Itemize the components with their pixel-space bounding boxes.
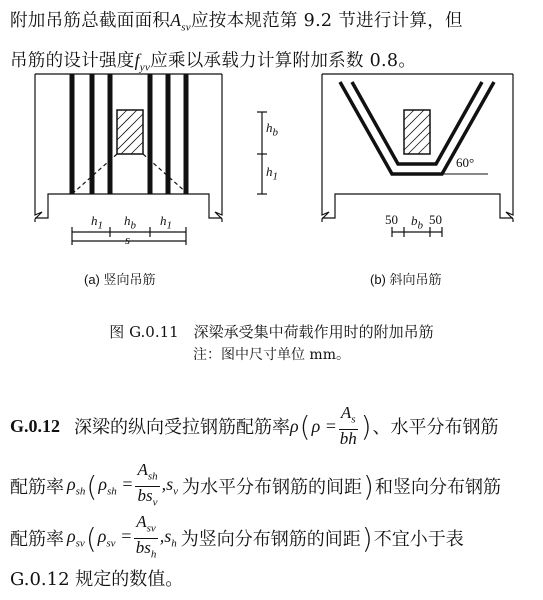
- figure-drawing: [0, 72, 543, 300]
- angle-label: 60°: [456, 155, 475, 170]
- rho-sv-equals: $\rho_{sv}$ =: [97, 526, 133, 550]
- left-caption: (a) 竖向吊筋: [84, 272, 156, 287]
- clause-text: 和竖向分布钢筋: [374, 477, 501, 498]
- label-hb-vertical: $h_b$: [266, 120, 278, 139]
- clause-text: 深梁的纵向受拉钢筋配筋率: [74, 417, 291, 438]
- dim-50-right: 50: [429, 212, 442, 227]
- rho-sh-equals: $\rho_{sh}$ =: [98, 474, 134, 498]
- clause-line-4: [10, 556, 535, 600]
- label-h1-left: $h_1$: [91, 213, 103, 232]
- right-caption: (b) 斜向吊筋: [370, 272, 442, 287]
- fraction-ash-bsv: $\frac{A_{sh}}{bs_v}$: [137, 460, 158, 508]
- clause-text: 不宜小于表: [373, 529, 464, 550]
- label-hb: $h_b$: [124, 213, 136, 232]
- clause-number: G.0.12: [10, 415, 61, 436]
- clause-line-2: [10, 460, 535, 508]
- intro-line-1: [10, 4, 535, 44]
- asv-subscript: sv: [181, 21, 191, 34]
- label-s: s: [125, 232, 131, 247]
- rho-sh-symbol: $\rho_{sh}$: [67, 474, 86, 498]
- paren-close: ): [361, 521, 373, 555]
- sv-symbol: $,s_v$: [161, 474, 179, 498]
- intro-text: 应按本规范第 9.2 节进行计算，但: [190, 11, 463, 31]
- clause-text: 、水平分布钢筋: [372, 417, 499, 438]
- fraction-as-bh: $\frac{A_s}{bh}$: [339, 403, 357, 448]
- paren-open: (: [85, 521, 97, 555]
- clause-text: G.0.12 规定的数值。: [10, 569, 184, 590]
- rho-sv-symbol: $\rho_{sv}$: [67, 526, 85, 550]
- label-h1-right: $h_1$: [160, 213, 172, 232]
- intro-text: 吊筋的设计强度: [10, 50, 135, 71]
- paren-close: ): [363, 469, 374, 503]
- dim-50-left: 50: [385, 212, 398, 227]
- label-h1-vertical: $h_1$: [266, 164, 278, 183]
- label-bb: $b_b$: [411, 213, 423, 232]
- figure-note: 注：图中尺寸单位 mm。: [192, 347, 350, 363]
- paren-close: ): [360, 409, 372, 443]
- left-beam-diagram: [35, 74, 267, 245]
- clause-text: 配筋率: [10, 529, 64, 550]
- rho-equals: ρ =: [311, 415, 337, 436]
- clause-text: 为竖向分布钢筋的间距: [180, 529, 361, 550]
- clause-line-1: [10, 404, 535, 448]
- fyv-subscript: yv: [139, 61, 151, 73]
- figure-area: [0, 72, 543, 300]
- figure-title: 图 G.0.11 深梁承受集中荷载作用时的附加吊筋: [109, 323, 434, 341]
- paren-open: (: [299, 409, 311, 443]
- paren-open: (: [86, 469, 98, 503]
- clause-text: 配筋率: [10, 477, 64, 498]
- sh-symbol: $,s_h$: [159, 526, 177, 550]
- clause-text: 为水平分布钢筋的间距: [182, 477, 363, 498]
- fraction-asv-bsh: $\frac{A_{sv}}{bs_h}$: [135, 512, 157, 560]
- clause-line-3: [10, 512, 535, 560]
- intro-text: 附加吊筋总截面面积: [10, 11, 171, 31]
- asv-symbol: A: [170, 10, 182, 30]
- rho-symbol: ρ: [290, 415, 299, 436]
- intro-text: 应乘以承载力计算附加系数 0.8。: [150, 50, 417, 71]
- fyv-symbol: f: [134, 49, 140, 70]
